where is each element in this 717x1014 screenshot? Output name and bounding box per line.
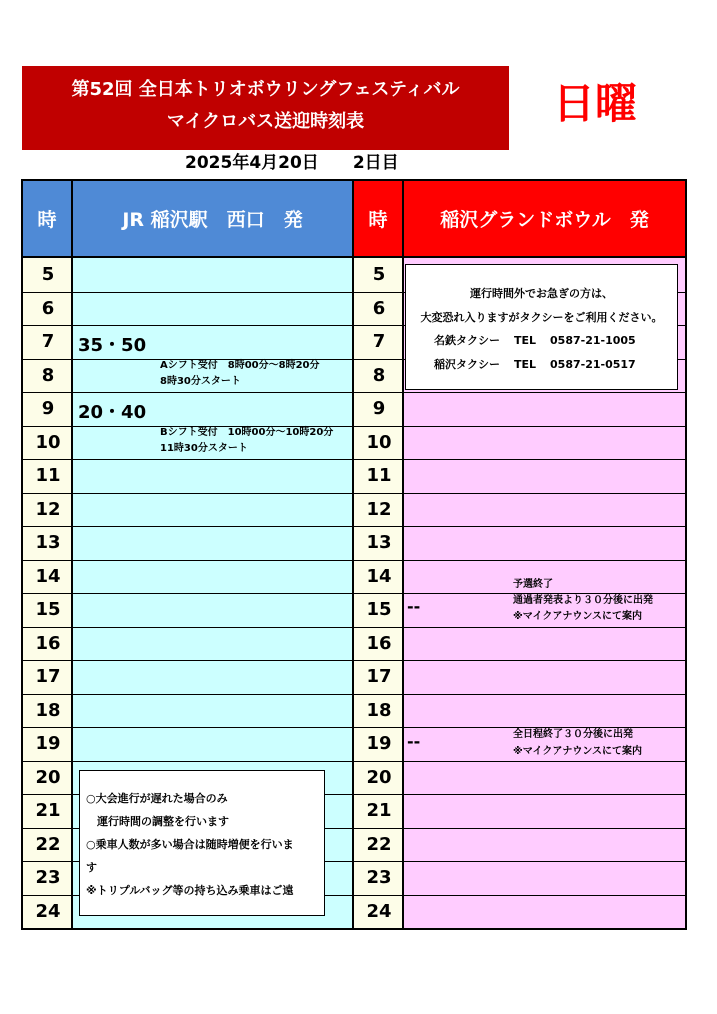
hour-cell-left: 22 bbox=[35, 834, 61, 855]
notice-line3: ○乗車人数が多い場合は随時増便を行いま bbox=[86, 838, 294, 851]
hour-cell-left: 15 bbox=[35, 599, 61, 620]
hour-cell-right: 9 bbox=[372, 398, 386, 419]
phone-number: 0587-21-1005 bbox=[550, 334, 636, 347]
hour-cell-right: 7 bbox=[372, 331, 386, 352]
hour-cell-left: 11 bbox=[35, 465, 61, 486]
hour-cell-right: 11 bbox=[366, 465, 392, 486]
hour-cell-left: 7 bbox=[41, 331, 55, 352]
note-19-line1: 全日程終了３０分後に出発 bbox=[513, 729, 633, 740]
row-divider bbox=[23, 727, 685, 728]
date-line bbox=[185, 150, 399, 176]
taxi-info-line2: 大変恐れ入りますがタクシーをご利用ください。 bbox=[420, 311, 663, 324]
hour-cell-right: 6 bbox=[372, 298, 386, 319]
note-19-line2: ※マイクアナウンスにて案内 bbox=[513, 746, 643, 757]
taxi-company-inazawa bbox=[434, 356, 636, 372]
header-hour-right: 時 bbox=[354, 181, 404, 258]
header-route-right: 稲沢グランドボウル 発 bbox=[404, 181, 685, 258]
note-15-line1: 予選終了 bbox=[513, 579, 553, 590]
taxi-info-box bbox=[405, 264, 678, 390]
notice-line4: す bbox=[86, 861, 97, 874]
row-divider bbox=[23, 560, 685, 561]
hour-cell-right: 5 bbox=[372, 264, 386, 285]
shift-note-b-line2: 11時30分スタート bbox=[160, 443, 248, 454]
notice-line2: 運行時間の調整を行います bbox=[86, 815, 229, 828]
hour-cell-left: 16 bbox=[35, 633, 61, 654]
hour-cell-right: 18 bbox=[366, 700, 392, 721]
taxi-info-line1: 運行時間外でお急ぎの方は、 bbox=[470, 287, 613, 300]
row-divider bbox=[23, 761, 685, 762]
hour-cell-right: 21 bbox=[366, 800, 392, 821]
hour-cell-right: 14 bbox=[366, 566, 392, 587]
hour-cell-right: 19 bbox=[366, 733, 392, 754]
title-line-2: マイクロバス送迎時刻表 bbox=[166, 111, 365, 132]
dash-19: -- bbox=[407, 732, 421, 751]
row-divider bbox=[23, 627, 685, 628]
taxi-company-name: 稲沢タクシー bbox=[434, 358, 500, 371]
departure-times: 35・50 bbox=[78, 335, 147, 356]
hour-cell-right: 23 bbox=[366, 867, 392, 888]
dash-15: -- bbox=[407, 597, 421, 616]
notice-box bbox=[79, 770, 325, 916]
row-divider bbox=[23, 526, 685, 527]
hour-cell-left: 13 bbox=[35, 532, 61, 553]
hour-cell-right: 24 bbox=[366, 901, 392, 922]
row-divider bbox=[23, 694, 685, 695]
hour-cell-left: 17 bbox=[35, 666, 61, 687]
hour-cell-left: 24 bbox=[35, 901, 61, 922]
hour-cell-right: 10 bbox=[366, 432, 392, 453]
hour-cell-right: 17 bbox=[366, 666, 392, 687]
shift-note-a-line1: Aシフト受付 8時00分～8時20分 bbox=[160, 360, 320, 371]
title-line-1: 第52回 全日本トリオボウリングフェスティバル bbox=[71, 79, 460, 100]
row-divider bbox=[23, 392, 685, 393]
row-divider bbox=[23, 493, 685, 494]
row-divider bbox=[23, 593, 685, 594]
phone-number: 0587-21-0517 bbox=[550, 358, 636, 371]
hour-cell-right: 20 bbox=[366, 767, 392, 788]
hour-cell-left: 21 bbox=[35, 800, 61, 821]
hour-cell-left: 23 bbox=[35, 867, 61, 888]
hour-cell-right: 16 bbox=[366, 633, 392, 654]
notice-line5: ※トリプルバッグ等の持ち込み乗車はご遠 bbox=[86, 884, 294, 897]
hour-cell-left: 18 bbox=[35, 700, 61, 721]
row-divider bbox=[23, 459, 685, 460]
shift-note-a-line2: 8時30分スタート bbox=[160, 376, 241, 387]
event-day: 2日目 bbox=[352, 153, 399, 173]
taxi-company-meitetsu bbox=[434, 332, 636, 348]
tel-label: TEL bbox=[514, 334, 537, 347]
shift-note-b bbox=[160, 425, 333, 457]
hour-cell-left: 6 bbox=[41, 298, 55, 319]
shift-note-b-line1: Bシフト受付 10時00分～10時20分 bbox=[160, 427, 334, 438]
row-divider bbox=[23, 426, 685, 427]
departure-times: 20・40 bbox=[78, 402, 147, 423]
row-divider bbox=[23, 660, 685, 661]
hour-cell-right: 12 bbox=[366, 499, 392, 520]
taxi-company-name: 名鉄タクシー bbox=[434, 334, 500, 347]
hour-cell-left: 8 bbox=[41, 365, 55, 386]
tel-label: TEL bbox=[514, 358, 537, 371]
shift-note-a bbox=[160, 358, 320, 390]
hour-cell-left: 10 bbox=[35, 432, 61, 453]
hour-cell-left: 5 bbox=[41, 264, 55, 285]
note-15-line2: 通過者発表より３０分後に出発 bbox=[513, 595, 653, 606]
hour-cell-left: 12 bbox=[35, 499, 61, 520]
day-label: 日曜 bbox=[553, 79, 638, 128]
hour-cell-right: 22 bbox=[366, 834, 392, 855]
hour-cell-left: 9 bbox=[41, 398, 55, 419]
note-15-line3: ※マイクアナウンスにて案内 bbox=[513, 611, 643, 622]
title-banner bbox=[22, 66, 509, 150]
hour-cell-left: 19 bbox=[35, 733, 61, 754]
notice-line1: ○大会進行が遅れた場合のみ bbox=[86, 792, 228, 805]
hour-cell-left: 14 bbox=[35, 566, 61, 587]
date: 2025年4月20日 bbox=[185, 153, 319, 173]
hour-cell-right: 15 bbox=[366, 599, 392, 620]
header-hour-left: 時 bbox=[23, 181, 73, 258]
hour-cell-right: 8 bbox=[372, 365, 386, 386]
hour-cell-right: 13 bbox=[366, 532, 392, 553]
header-route-left: JR 稲沢駅 西口 発 bbox=[73, 181, 354, 258]
hour-cell-left: 20 bbox=[35, 767, 61, 788]
